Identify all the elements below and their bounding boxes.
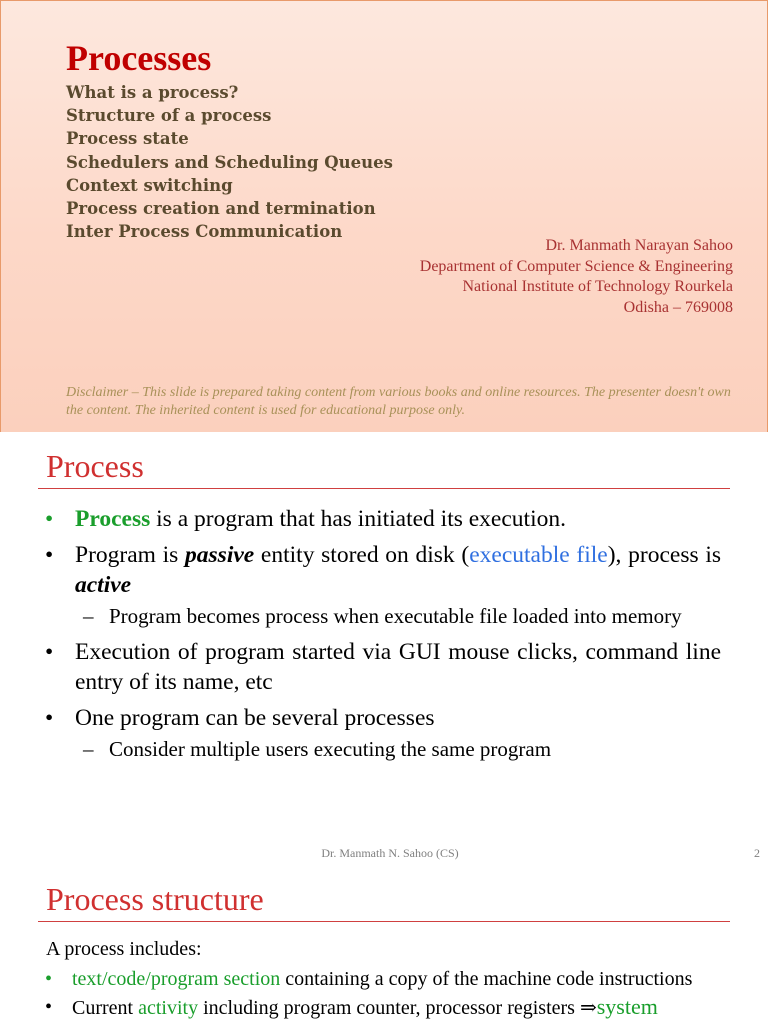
bullet-text: One program can be several processes <box>75 705 435 731</box>
bullet-marker: • <box>45 705 54 731</box>
bullet-item <box>45 540 721 631</box>
text-section-term: text/code/program section <box>72 968 281 990</box>
bullet-text: containing a copy of the machine code instructions <box>280 968 693 990</box>
sub-bullet-list <box>75 735 721 764</box>
sub-bullet-list <box>75 602 721 631</box>
process-slide <box>0 432 768 868</box>
author-address: Odisha – 769008 <box>623 298 733 316</box>
topic-item: What is a process? <box>66 83 239 102</box>
bullet-item <box>45 993 721 1022</box>
sub-bullet-text: Consider multiple users executing the same program <box>109 737 552 761</box>
topic-item: Schedulers and Scheduling Queues <box>66 152 393 172</box>
bullet-text: is a program that has initiated its execution. <box>150 506 566 532</box>
bullet-text: Program is <box>75 542 186 568</box>
heading-divider <box>38 921 730 922</box>
bullet-marker: • <box>45 968 53 990</box>
bullet-text: Current <box>72 997 139 1019</box>
topic-item: Context switching <box>66 175 233 195</box>
bullet-marker: • <box>45 542 54 568</box>
sub-bullet-text: Program becomes process when executable file loaded into memory <box>109 604 682 628</box>
intro-text: A process includes: <box>46 938 202 960</box>
bullet-text: entity stored on disk ( <box>254 542 470 568</box>
bullet-marker: • <box>45 639 54 665</box>
author-department: Department of Computer Science & Engineering <box>419 257 733 275</box>
page-number: 2 <box>754 846 760 860</box>
slide-heading: Process structure <box>46 881 264 917</box>
heading-divider <box>38 488 730 489</box>
arrow-symbol: ⇒ <box>579 997 597 1019</box>
topic-item: Structure of a process <box>66 106 272 126</box>
topic-item: Inter Process Communication <box>66 222 343 242</box>
bullet-list <box>45 504 721 770</box>
bullet-item <box>45 637 721 697</box>
sub-bullet-item <box>75 602 721 631</box>
executable-file-term: executable file <box>469 542 608 568</box>
bullet-item <box>45 703 721 764</box>
passive-term: passive <box>185 542 255 568</box>
activity-term: activity <box>138 997 199 1019</box>
author-name: Dr. Manmath Narayan Sahoo <box>545 237 733 254</box>
system-term: system <box>596 994 658 1019</box>
bullet-item <box>45 504 721 534</box>
author-institute: National Institute of Technology Rourkela <box>462 278 733 295</box>
process-term: Process <box>75 506 151 532</box>
sub-bullet-item <box>75 735 721 764</box>
topic-item: Process creation and termination <box>66 199 376 219</box>
topic-item: Process state <box>66 129 189 149</box>
slide-title: Processes <box>66 38 212 78</box>
disclaimer: Disclaimer – This slide is prepared taking content from various books and online resources. The presenter doesn't own the content. The inherited content is used for educational purpose only. <box>66 385 731 418</box>
process-structure-slide <box>0 868 768 1024</box>
bullet-marker: • <box>45 996 53 1018</box>
sub-bullet-marker: – <box>83 737 94 761</box>
slide-heading: Process <box>46 448 144 484</box>
bullet-text: ), process is <box>607 542 722 568</box>
slide-footer: Dr. Manmath N. Sahoo (CS) <box>321 846 459 860</box>
author-block <box>420 236 733 318</box>
bullet-text: Execution of program started via GUI mouse clicks, command line entry of its name, etc <box>75 639 721 695</box>
bullet-marker: • <box>45 506 54 532</box>
bullet-list <box>45 965 721 1022</box>
topic-list <box>66 81 393 243</box>
bullet-item <box>45 965 721 993</box>
active-term: active <box>75 572 132 598</box>
title-slide <box>0 0 768 433</box>
sub-bullet-marker: – <box>83 604 94 628</box>
bullet-text: including program counter, processor registers <box>198 997 580 1019</box>
